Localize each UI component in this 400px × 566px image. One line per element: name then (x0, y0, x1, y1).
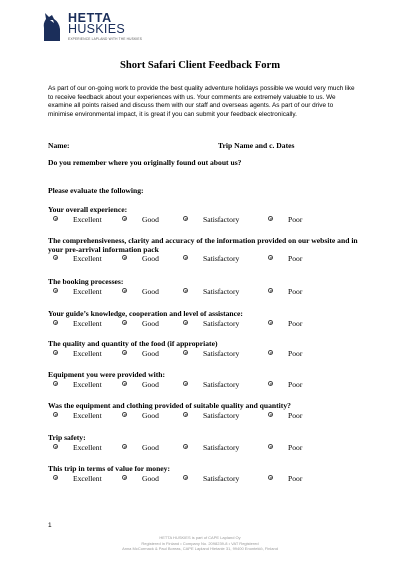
option-label-good: Good (142, 380, 159, 389)
option-label-excellent: Excellent (73, 215, 102, 224)
radio-excellent[interactable] (53, 444, 58, 449)
rating-options-row (48, 443, 368, 453)
radio-excellent[interactable] (53, 216, 58, 221)
option-label-satisfactory: Satisfactory (203, 254, 240, 263)
rating-question-8: Trip safety: (48, 433, 86, 442)
option-label-good: Good (142, 349, 159, 358)
option-label-poor: Poor (288, 287, 303, 296)
radio-excellent[interactable] (53, 412, 58, 417)
radio-good[interactable] (122, 475, 127, 480)
logo-tagline: EXPERIENCE LAPLAND WITH THE HUSKIES (68, 37, 143, 41)
trip-dates-label: Trip Name and c. Dates (218, 141, 295, 150)
radio-excellent[interactable] (53, 255, 58, 260)
option-label-excellent: Excellent (73, 411, 102, 420)
radio-excellent[interactable] (53, 350, 58, 355)
option-label-excellent: Excellent (73, 254, 102, 263)
radio-good[interactable] (122, 320, 127, 325)
option-label-poor: Poor (288, 443, 303, 452)
rating-options-row (48, 474, 368, 484)
option-label-good: Good (142, 411, 159, 420)
option-label-satisfactory: Satisfactory (203, 380, 240, 389)
radio-poor[interactable] (268, 350, 273, 355)
option-label-excellent: Excellent (73, 349, 102, 358)
page-footer (0, 535, 400, 552)
rating-options-row (48, 349, 368, 359)
option-label-excellent: Excellent (73, 287, 102, 296)
radio-poor[interactable] (268, 475, 273, 480)
radio-poor[interactable] (268, 320, 273, 325)
rating-options-row (48, 254, 368, 264)
rating-options-row (48, 215, 368, 225)
rating-question-1: Your overall experience: (48, 205, 128, 214)
option-label-good: Good (142, 254, 159, 263)
radio-satisfactory[interactable] (183, 381, 188, 386)
rating-question-6: Equipment you were provided with: (48, 370, 166, 379)
radio-good[interactable] (122, 216, 127, 221)
logo-name-line1: HETTA (68, 11, 112, 25)
footer-line-1: HETTA HUSKIES is part of CAPE Lapland Oy (159, 535, 241, 540)
radio-satisfactory[interactable] (183, 320, 188, 325)
rating-options-row (48, 380, 368, 390)
option-label-satisfactory: Satisfactory (203, 319, 240, 328)
option-label-satisfactory: Satisfactory (203, 287, 240, 296)
radio-poor[interactable] (268, 444, 273, 449)
husky-logo-icon (38, 11, 66, 41)
rating-question-4: Your guide’s knowledge, cooperation and level of assistance: (48, 309, 243, 318)
rating-question-2: The comprehensiveness, clarity and accuracy of the information provided on our website and in your pre-arrival information pack (48, 236, 358, 254)
radio-excellent[interactable] (53, 320, 58, 325)
radio-good[interactable] (122, 350, 127, 355)
company-logo (38, 11, 148, 43)
evaluate-label: Please evaluate the following: (48, 186, 144, 195)
option-label-excellent: Excellent (73, 474, 102, 483)
radio-excellent[interactable] (53, 381, 58, 386)
radio-satisfactory[interactable] (183, 288, 188, 293)
option-label-satisfactory: Satisfactory (203, 474, 240, 483)
intro-paragraph: As part of our on-going work to provide the best quality adventure holidays possible we would very much like to receive feedback about your experiences with us. Your comments are extremely valuable to us. We examine all points raised and discuss them with our staff and overseas agents. As part of our drive to minimise environmental impact, it is great if you can submit your feedback electronically. (48, 85, 355, 119)
footer-line-3: Anna McCormack & Paul Boreas, CAPE Lapland Hietanie 31, 99400 Enontekiö, Finland (122, 546, 278, 552)
radio-satisfactory[interactable] (183, 350, 188, 355)
option-label-poor: Poor (288, 319, 303, 328)
radio-satisfactory[interactable] (183, 475, 188, 480)
option-label-excellent: Excellent (73, 380, 102, 389)
radio-poor[interactable] (268, 255, 273, 260)
radio-poor[interactable] (268, 412, 273, 417)
option-label-good: Good (142, 319, 159, 328)
page-number: 1 (48, 522, 52, 529)
radio-poor[interactable] (268, 216, 273, 221)
option-label-poor: Poor (288, 254, 303, 263)
option-label-good: Good (142, 443, 159, 452)
rating-question-7: Was the equipment and clothing provided of suitable quality and quantity? (48, 401, 291, 410)
option-label-poor: Poor (288, 474, 303, 483)
option-label-good: Good (142, 474, 159, 483)
option-label-poor: Poor (288, 349, 303, 358)
footer-line-2: Registered in Finland • Company No. 2098239-8 • VAT Registered (141, 540, 259, 546)
radio-poor[interactable] (268, 288, 273, 293)
option-label-poor: Poor (288, 411, 303, 420)
option-label-satisfactory: Satisfactory (203, 411, 240, 420)
option-label-good: Good (142, 287, 159, 296)
rating-question-3: The booking processes: (48, 277, 124, 286)
radio-satisfactory[interactable] (183, 444, 188, 449)
form-title: Short Safari Client Feedback Form (119, 60, 281, 71)
radio-excellent[interactable] (53, 288, 58, 293)
rating-options-row (48, 287, 368, 297)
rating-question-5: The quality and quantity of the food (if appropriate) (48, 339, 218, 348)
option-label-satisfactory: Satisfactory (203, 443, 240, 452)
radio-good[interactable] (122, 412, 127, 417)
rating-options-row (48, 319, 368, 329)
radio-good[interactable] (122, 444, 127, 449)
option-label-excellent: Excellent (73, 443, 102, 452)
radio-satisfactory[interactable] (183, 216, 188, 221)
option-label-good: Good (142, 215, 159, 224)
option-label-poor: Poor (288, 380, 303, 389)
radio-good[interactable] (122, 255, 127, 260)
name-label: Name: (48, 141, 70, 150)
radio-satisfactory[interactable] (183, 412, 188, 417)
rating-options-row (48, 411, 368, 421)
radio-poor[interactable] (268, 381, 273, 386)
logo-name-line2: HUSKIES (68, 22, 125, 36)
option-label-satisfactory: Satisfactory (203, 349, 240, 358)
logo-wordmark (68, 13, 125, 35)
radio-good[interactable] (122, 288, 127, 293)
radio-good[interactable] (122, 381, 127, 386)
radio-excellent[interactable] (53, 475, 58, 480)
option-label-poor: Poor (288, 215, 303, 224)
found-us-question: Do you remember where you originally found out about us? (48, 158, 242, 167)
option-label-satisfactory: Satisfactory (203, 215, 240, 224)
name-trip-row (48, 141, 358, 150)
radio-satisfactory[interactable] (183, 255, 188, 260)
option-label-excellent: Excellent (73, 319, 102, 328)
rating-question-9: This trip in terms of value for money: (48, 464, 170, 473)
